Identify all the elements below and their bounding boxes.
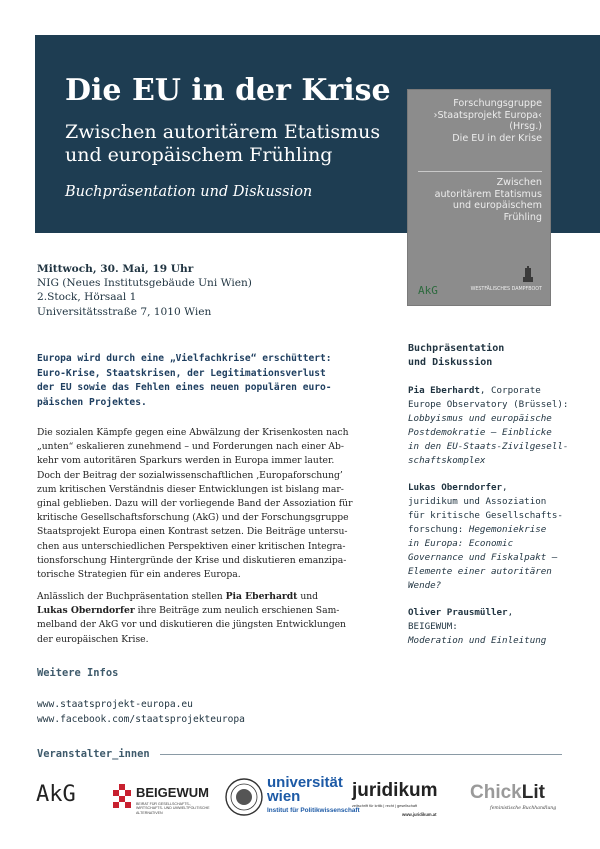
cover-divider xyxy=(418,171,542,172)
event-address: Universitätsstraße 7, 1010 Wien xyxy=(37,305,212,318)
cover-top-text: Forschungsgruppe ›Staatsprojekt Europa‹ (Hrsg.) Die EU in der Krise xyxy=(433,98,542,144)
speaker-1: Pia Eberhardt, Corporate Europe Observatory (Brüssel): Lobbyismus und europäische Postdemokratie – Einblicke in den EU-Staats-Zivilgesell- schaftskomplex xyxy=(408,385,569,466)
speaker-1-talk: Lobbyismus und europäische Postdemokratie – Einblicke in den EU-Staats-Zivilgesell- schaftskomplex xyxy=(408,413,569,466)
event-room: 2.Stock, Hörsaal 1 xyxy=(37,291,137,304)
speaker-3-name: Oliver Prausmüller xyxy=(408,607,508,618)
beigewum-tagline: BEIRAT FÜR GESELLSCHAFTS-, WIRTSCHAFTS- UND UMWELTPOLITISCHE ALTERNATIVEN xyxy=(136,802,210,815)
speaker-2-talk: in Europa: Economic Governance und Fiskalpakt – Elemente einer autoritären Wende? xyxy=(408,538,558,591)
speaker-3: Oliver Prausmüller, BEIGEWUM: Moderation und Einleitung xyxy=(408,607,547,646)
univie-name: universität wien xyxy=(267,774,343,805)
event-info xyxy=(37,262,252,319)
beigewum-name: BEIGEWUM xyxy=(136,785,209,800)
speaker-2-affiliation: juridikum und Assoziation für kritische Gesellschafts- forschung: xyxy=(408,496,563,535)
chicklit-name: ChickLit xyxy=(470,782,545,803)
cover-publisher: WESTFÄLISCHES DAMPFBOOT xyxy=(470,287,542,292)
beigewum-logo xyxy=(110,776,220,822)
intro-lead: Europa wird durch eine „Vielfachkrise“ erschüttert: Euro-Krise, Staatskrisen, der Legitimationsverlust der EU sowie das Fehlen eines neuen populären euro- päischen Projektes. xyxy=(37,353,332,408)
akg-logo: AkG xyxy=(36,782,76,807)
organizers-divider xyxy=(160,754,562,755)
more-info-title: Weitere Infos xyxy=(37,667,119,679)
speaker-2-name: Lukas Oberndorfer xyxy=(408,482,503,493)
intro-paragraph-1: Die sozialen Kämpfe gegen eine Abwälzung der Krisenkosten nach „unten“ eskalieren zunehmend – und Forderungen nach einer Ab- kehr vom autoritären Sparkurs werden in Europa immer lauter. Doch der Beitrag der sozialwissenschaftlichen ‚Europaforschung’ zum kritischen Verständnis dieser Entwicklungen ist bislang mar- ginal geblieben. Dazu will der vorliegende Band der Assoziation für kritische Gesellschaftsforschung (AkG) und der Forschungsgruppe Staatsprojekt Europa einen Kontrast setzen. Die Beiträge untersu- chen aus unterschiedlichen Perspektiven einer kritischen Integra- tionsforschung Hintergründe der Krise und diskutieren emanzipa- torische Strategien für ein anderes Europa. xyxy=(37,427,353,581)
speaker-3-affiliation: BEIGEWUM: xyxy=(408,621,458,632)
juridikum-tagline: zeitschrift für kritik | recht | gesellschaft xyxy=(352,804,418,808)
book-cover xyxy=(408,90,550,305)
chicklit-tagline: feministische Buchhandlung xyxy=(490,806,557,811)
intro-paragraph-2: Anlässlich der Buchpräsentation stellen Pia Eberhardt und Lukas Oberndorfer ihre Beiträge zum neulich erschienen Sam- melband der AkG vor und diskutieren die jüngsten Entwicklungen der europäischen Krise. xyxy=(37,591,346,645)
page-subtitle: Zwischen autoritärem Etatismus und europäischem Frühling xyxy=(65,121,381,166)
beigewum-mark-icon xyxy=(110,784,134,808)
event-type: Buchpräsentation und Diskussion xyxy=(65,184,313,200)
steamboat-icon xyxy=(522,266,534,284)
speaker-name-oberndorfer: Lukas Oberndorfer xyxy=(37,605,135,617)
juridikum-name: juridikum xyxy=(352,780,438,801)
univie-institute: Institut für Politikwissenschaft xyxy=(267,807,360,814)
event-date-time: Mittwoch, 30. Mai, 19 Uhr xyxy=(37,263,194,275)
cover-akg-logo: AkG xyxy=(418,284,438,297)
speaker-1-name: Pia Eberhardt xyxy=(408,385,480,396)
speaker-2: Lukas Oberndorfer, juridikum und Assoziation für kritische Gesellschafts- forschung: Hegemoniekrise in Europa: Economic Governance und Fiskalpakt – Elemente einer autoritären Wende? xyxy=(408,482,563,591)
speaker-1-affiliation: Europe Observatory (Brüssel): xyxy=(408,399,569,410)
chicklit-logo xyxy=(470,782,570,822)
link-staatsprojekt[interactable]: www.staatsprojekt-europa.eu xyxy=(37,699,193,710)
more-info-links xyxy=(37,698,245,727)
juridikum-url: www.juridikum.at xyxy=(402,812,437,817)
cover-bottom-text: Zwischen autoritärem Etatismus und europäischem Frühling xyxy=(434,177,542,223)
univie-logo xyxy=(225,774,360,824)
university-seal-icon xyxy=(225,778,263,816)
event-venue: NIG (Neues Institutsgebäude Uni Wien) xyxy=(37,277,252,290)
program-heading: Buchpräsentation und Diskussion xyxy=(408,343,505,368)
speaker-3-talk: Moderation und Einleitung xyxy=(408,635,547,646)
page-title: Die EU in der Krise xyxy=(65,73,391,108)
organizers-title: Veranstalter_innen xyxy=(37,748,150,760)
juridikum-logo xyxy=(352,780,462,824)
speaker-name-eberhardt: Pia Eberhardt xyxy=(225,591,298,602)
link-facebook[interactable]: www.facebook.com/staatsprojekteuropa xyxy=(37,713,245,725)
